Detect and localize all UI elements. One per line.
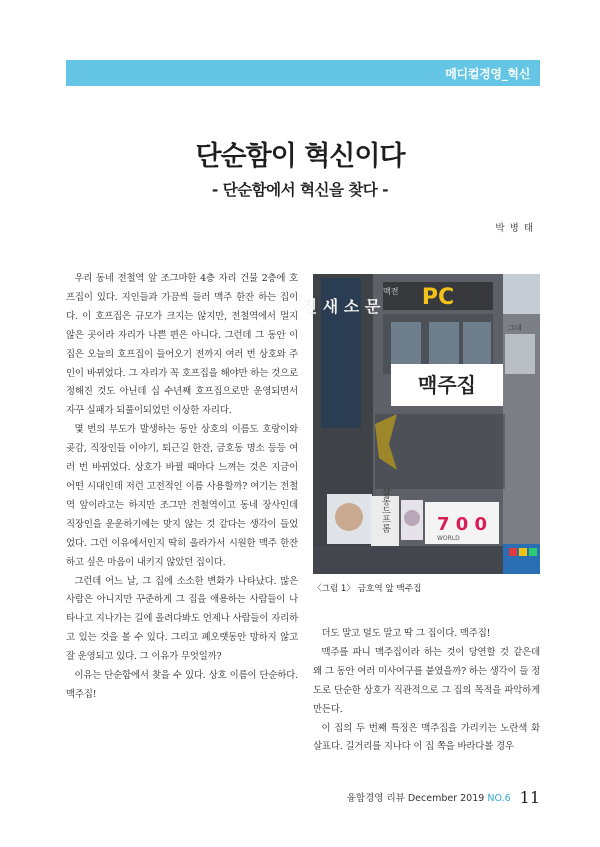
paragraph: 이 집의 두 번째 특징은 맥주집을 가리키는 노란색 화살표다. 길거리를 지나다 이 집 쪽을 바라다볼 경우	[313, 722, 540, 753]
paragraph: 맥주를 파니 맥주집이라 하는 것이 당연할 것 같은데 왜 그 동안 여러 미사여구를 붙였을까? 하는 생각이 들 정도로 단순한 상호가 직관적으로 그 집의 목적을 파악하게 만든다.	[313, 646, 540, 715]
salon-sign-text: 살롱드프롬	[380, 487, 390, 533]
storefront-photo	[301, 274, 540, 574]
issue-number: NO.6	[487, 793, 511, 804]
paragraph: 그런데 어느 날, 그 집에 소소한 변화가 나타났다. 많은 사람은 아니지만 꾸준하게 그 집을 애용하는 사람들이 나타나고 지나가는 길에 올려다봐도 언제나 사람들이 자리하고 있는 것을 볼 수 있다. 그리고 폐오랫동안 망하지 않고 잘 운영되고 있다. 그 이유가 무엇일까?	[66, 575, 298, 663]
page-number: 11	[519, 788, 540, 807]
figure-caption: 〈그림 1〉 금호역 앞 맥주집	[313, 584, 422, 594]
article-title: 단순함이 혁신이다	[195, 141, 405, 172]
storefront-illustration	[301, 274, 540, 574]
journal-name: 융합경영 리뷰	[346, 793, 405, 804]
page-footer	[347, 788, 540, 807]
vertical-sign-text: 진 새 소 문	[301, 297, 381, 316]
beer-sign-text: 맥주집	[418, 373, 476, 397]
pc-sign-text: PC	[421, 285, 455, 310]
paragraph: 몇 번의 부도가 발생하는 동안 상호의 이름도 호랑이와 곶감, 직장인들 이야기, 퇴근길 한잔, 금호동 명소 등등 여러 번 바뀌었다. 상호가 바뀔 때마다 느껴는 것은 지금이 어떤 시대인데 저런 고전적인 이름 사용할까? 여기는 전철역 앞이라고는 하지만 조그만 전철역이고 동네 장사인데 직장인을 운운하기에는 맞지 않는 것 같다는 생각이 들었었다. 그런 이유에서인지 딱히 올라가서 시원한 맥주 한잔 하고 싶은 마음이 내키지 않았던 집이다.	[66, 424, 298, 568]
article-subtitle: - 단순함에서 혁신을 찾다 -	[211, 181, 389, 199]
top-sign-text: 맥전	[383, 287, 399, 296]
paragraph: 이유는 단순함에서 찾을 수 있다. 상호 이름이 단순하다. 맥주집!	[66, 670, 298, 700]
world-sign-text: WORLD	[437, 535, 460, 542]
author-name: 박 병 태	[495, 223, 534, 234]
section-label: 메디컬경영_혁신	[445, 67, 530, 81]
section-banner	[66, 60, 540, 86]
right-column	[313, 625, 540, 757]
paragraph: 더도 말고 덜도 말고 딱 그 집이다. 맥주집!	[321, 628, 491, 639]
issue-date: December 2019	[407, 793, 485, 804]
paragraph: 우리 동네 전철역 앞 조그마한 4층 자리 건물 2층에 호프집이 있다. 지인들과 가끔씩 들러 맥주 한잔 하는 집이다. 이 호프집은 규모가 크지는 않지만, 전철역에서 멀지 않은 곳이라 자리가 나쁜 편은 아니다. 그런데 그 동안 이 집은 오늘의 호프집이 들어오기 전까지 여러 번 상호와 주인이 바뀌었다. 그 자리가 꼭 호프집을 해야만 하는 것으로 정해진 것도 아닌데 십 수년째 호프집으로만 운영되면서 자꾸 실패가 되풀이되었던 이상한 자리다.	[66, 273, 298, 417]
side-sign-text: 그대	[508, 324, 522, 332]
brand-sign-text: 7 0 0	[436, 514, 488, 535]
left-column	[66, 270, 298, 705]
